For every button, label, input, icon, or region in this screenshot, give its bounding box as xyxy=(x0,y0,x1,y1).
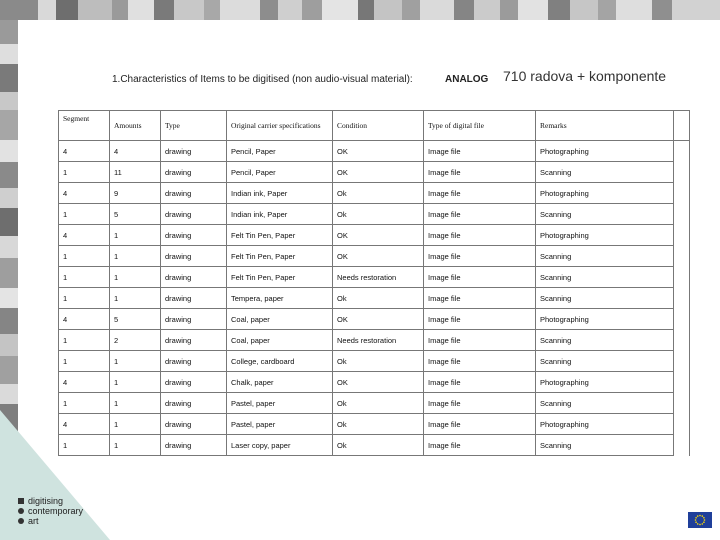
heading-note: 710 radova + komponente xyxy=(503,68,667,84)
cell-carrier-spec: Pencil, Paper xyxy=(227,162,333,183)
cell-remarks: Photographing xyxy=(536,309,674,330)
cell-condition: Ok xyxy=(333,435,424,456)
items-table xyxy=(58,110,690,456)
logo-line-2: contemporary xyxy=(28,506,84,516)
left-mosaic-decoration xyxy=(0,20,18,460)
cell-amounts: 1 xyxy=(110,225,161,246)
cell-type: drawing xyxy=(161,351,227,372)
cell-type: drawing xyxy=(161,372,227,393)
table-header-row xyxy=(59,111,690,141)
cell-type: drawing xyxy=(161,141,227,162)
cell-remarks: Scanning xyxy=(536,204,674,225)
cell-amounts: 1 xyxy=(110,393,161,414)
cell-segment: 4 xyxy=(59,225,110,246)
row-extra-cell xyxy=(674,435,690,456)
cell-condition: Ok xyxy=(333,393,424,414)
cell-digital-file: Image file xyxy=(424,414,536,435)
cell-condition: OK xyxy=(333,141,424,162)
cell-condition: Ok xyxy=(333,288,424,309)
cell-condition: OK xyxy=(333,246,424,267)
logo-square-icon xyxy=(18,498,24,504)
cell-segment: 1 xyxy=(59,246,110,267)
table-row xyxy=(59,435,690,456)
cell-carrier-spec: Tempera, paper xyxy=(227,288,333,309)
cell-digital-file: Image file xyxy=(424,183,536,204)
cell-condition: OK xyxy=(333,309,424,330)
cell-digital-file: Image file xyxy=(424,351,536,372)
cell-carrier-spec: Coal, paper xyxy=(227,330,333,351)
cell-segment: 1 xyxy=(59,162,110,183)
cell-segment: 4 xyxy=(59,309,110,330)
cell-carrier-spec: Chalk, paper xyxy=(227,372,333,393)
row-extra-cell xyxy=(674,372,690,393)
cell-remarks: Scanning xyxy=(536,393,674,414)
table-row xyxy=(59,288,690,309)
cell-amounts: 5 xyxy=(110,204,161,225)
table-row xyxy=(59,330,690,351)
cell-carrier-spec: Pastel, paper xyxy=(227,414,333,435)
cell-amounts: 1 xyxy=(110,372,161,393)
cell-type: drawing xyxy=(161,330,227,351)
table-row xyxy=(59,267,690,288)
cell-carrier-spec: Felt Tin Pen, Paper xyxy=(227,225,333,246)
cell-amounts: 4 xyxy=(110,141,161,162)
cell-type: drawing xyxy=(161,267,227,288)
cell-carrier-spec: Indian ink, Paper xyxy=(227,204,333,225)
cell-digital-file: Image file xyxy=(424,267,536,288)
logo-line-1: digitising xyxy=(28,496,64,506)
cell-amounts: 5 xyxy=(110,309,161,330)
cell-condition: Ok xyxy=(333,351,424,372)
row-extra-cell xyxy=(674,141,690,162)
cell-carrier-spec: College, cardboard xyxy=(227,351,333,372)
cell-type: drawing xyxy=(161,309,227,330)
cell-segment: 1 xyxy=(59,435,110,456)
header-extra-cell xyxy=(674,111,690,141)
cell-amounts: 1 xyxy=(110,288,161,309)
cell-condition: Needs restoration xyxy=(333,330,424,351)
cell-remarks: Scanning xyxy=(536,246,674,267)
cell-remarks: Photographing xyxy=(536,225,674,246)
header-type: Type xyxy=(161,111,227,141)
cell-amounts: 2 xyxy=(110,330,161,351)
cell-remarks: Scanning xyxy=(536,162,674,183)
cell-digital-file: Image file xyxy=(424,330,536,351)
cell-type: drawing xyxy=(161,435,227,456)
header-amounts: Amounts xyxy=(110,111,161,141)
table-row xyxy=(59,225,690,246)
table-row xyxy=(59,393,690,414)
cell-remarks: Scanning xyxy=(536,288,674,309)
cell-type: drawing xyxy=(161,162,227,183)
cell-carrier-spec: Felt Tin Pen, Paper xyxy=(227,267,333,288)
cell-condition: Needs restoration xyxy=(333,267,424,288)
header-digital-file: Type of digital file xyxy=(424,111,536,141)
logo-line-3: art xyxy=(28,516,39,526)
cell-segment: 4 xyxy=(59,183,110,204)
cell-digital-file: Image file xyxy=(424,435,536,456)
table-row xyxy=(59,141,690,162)
cell-segment: 4 xyxy=(59,372,110,393)
table-row xyxy=(59,183,690,204)
cell-digital-file: Image file xyxy=(424,246,536,267)
row-extra-cell xyxy=(674,183,690,204)
heading-text: 1.Characteristics of Items to be digitised (non audio-visual material): xyxy=(112,74,413,85)
cell-type: drawing xyxy=(161,393,227,414)
header-condition: Condition xyxy=(333,111,424,141)
cell-remarks: Photographing xyxy=(536,414,674,435)
row-extra-cell xyxy=(674,393,690,414)
cell-type: drawing xyxy=(161,414,227,435)
row-extra-cell xyxy=(674,162,690,183)
cell-carrier-spec: Pencil, Paper xyxy=(227,141,333,162)
cell-segment: 1 xyxy=(59,204,110,225)
cell-segment: 1 xyxy=(59,330,110,351)
row-extra-cell xyxy=(674,351,690,372)
cell-digital-file: Image file xyxy=(424,288,536,309)
cell-remarks: Photographing xyxy=(536,141,674,162)
table-row xyxy=(59,414,690,435)
header-remarks: Remarks xyxy=(536,111,674,141)
cell-digital-file: Image file xyxy=(424,372,536,393)
cell-remarks: Photographing xyxy=(536,372,674,393)
cell-segment: 1 xyxy=(59,351,110,372)
cell-carrier-spec: Coal, paper xyxy=(227,309,333,330)
cell-type: drawing xyxy=(161,246,227,267)
table-row xyxy=(59,246,690,267)
cell-segment: 1 xyxy=(59,288,110,309)
cell-amounts: 1 xyxy=(110,435,161,456)
cell-condition: OK xyxy=(333,372,424,393)
cell-carrier-spec: Indian ink, Paper xyxy=(227,183,333,204)
row-extra-cell xyxy=(674,204,690,225)
row-extra-cell xyxy=(674,414,690,435)
cell-remarks: Scanning xyxy=(536,351,674,372)
header-segment: Segment xyxy=(59,111,110,141)
page-heading xyxy=(112,68,712,88)
cell-amounts: 9 xyxy=(110,183,161,204)
table-row xyxy=(59,162,690,183)
cell-amounts: 1 xyxy=(110,267,161,288)
table-row xyxy=(59,204,690,225)
row-extra-cell xyxy=(674,288,690,309)
row-extra-cell xyxy=(674,225,690,246)
cell-digital-file: Image file xyxy=(424,309,536,330)
cell-remarks: Scanning xyxy=(536,435,674,456)
logo-dot-icon xyxy=(18,518,24,524)
cell-condition: Ok xyxy=(333,204,424,225)
row-extra-cell xyxy=(674,267,690,288)
cell-amounts: 1 xyxy=(110,414,161,435)
cell-type: drawing xyxy=(161,183,227,204)
cell-remarks: Scanning xyxy=(536,330,674,351)
logo xyxy=(18,496,83,526)
cell-remarks: Photographing xyxy=(536,183,674,204)
cell-type: drawing xyxy=(161,288,227,309)
cell-segment: 4 xyxy=(59,141,110,162)
cell-condition: OK xyxy=(333,225,424,246)
cell-amounts: 1 xyxy=(110,351,161,372)
cell-type: drawing xyxy=(161,225,227,246)
cell-digital-file: Image file xyxy=(424,204,536,225)
table-row xyxy=(59,309,690,330)
cell-type: drawing xyxy=(161,204,227,225)
cell-remarks: Scanning xyxy=(536,267,674,288)
eu-flag-icon xyxy=(688,512,712,528)
cell-segment: 4 xyxy=(59,414,110,435)
cell-digital-file: Image file xyxy=(424,225,536,246)
top-mosaic-decoration xyxy=(0,0,720,20)
cell-digital-file: Image file xyxy=(424,141,536,162)
cell-carrier-spec: Laser copy, paper xyxy=(227,435,333,456)
cell-segment: 1 xyxy=(59,393,110,414)
cell-carrier-spec: Felt Tin Pen, Paper xyxy=(227,246,333,267)
row-extra-cell xyxy=(674,330,690,351)
logo-dot-icon xyxy=(18,508,24,514)
table-row xyxy=(59,351,690,372)
eu-stars-icon xyxy=(692,514,708,526)
cell-digital-file: Image file xyxy=(424,393,536,414)
cell-carrier-spec: Pastel, paper xyxy=(227,393,333,414)
cell-amounts: 1 xyxy=(110,246,161,267)
table-body xyxy=(59,141,690,456)
heading-analog-label: ANALOG xyxy=(445,74,489,85)
table-row xyxy=(59,372,690,393)
cell-condition: Ok xyxy=(333,183,424,204)
cell-condition: Ok xyxy=(333,414,424,435)
cell-digital-file: Image file xyxy=(424,162,536,183)
cell-amounts: 11 xyxy=(110,162,161,183)
cell-segment: 1 xyxy=(59,267,110,288)
row-extra-cell xyxy=(674,246,690,267)
header-carrier-spec: Original carrier specifications xyxy=(227,111,333,141)
cell-condition: OK xyxy=(333,162,424,183)
row-extra-cell xyxy=(674,309,690,330)
